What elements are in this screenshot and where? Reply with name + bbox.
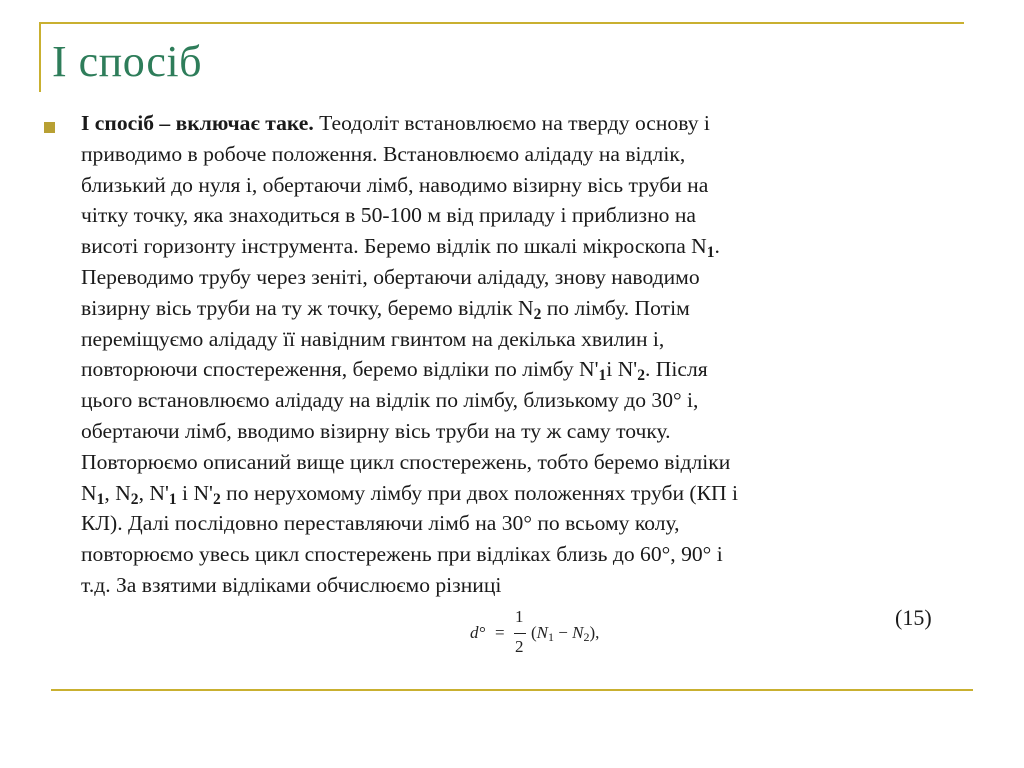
- body-line: [81, 231, 951, 262]
- subscript: 1: [598, 367, 607, 385]
- body-text-segment: обертаючи лімб, вводимо візирну вісь труби на ту ж саму точку.: [81, 418, 671, 443]
- body-text-segment: Повторюємо описаний вище цикл спостережень, тобто беремо відліки: [81, 449, 731, 474]
- subscript: 1: [706, 244, 715, 262]
- body-text-segment: приводимо в робоче положення. Встановлюємо алідаду на відлік,: [81, 141, 686, 166]
- bullet-square-icon: [44, 122, 55, 133]
- subscript: 1: [96, 490, 105, 508]
- slide-title: І спосіб: [52, 37, 202, 86]
- body-text-segment: переміщуємо алідаду її навідним гвинтом на декілька хвилин і,: [81, 326, 665, 351]
- body-line: [81, 447, 951, 478]
- body-text-segment: N: [81, 480, 97, 505]
- body-line: [81, 385, 951, 416]
- fraction-bar: [514, 633, 526, 634]
- body-line: [81, 200, 951, 231]
- body-text-segment: чітку точку, яка знаходиться в 50-100 м від приладу і приблизно на: [81, 203, 696, 228]
- top-accent-rule: [39, 22, 964, 24]
- body-text-segment: висоті горизонту інструмента. Беремо відлік по шкалі мікроскопа N: [81, 234, 707, 259]
- body-text-segment: по нерухомому лімбу при двох положеннях труби (КП і: [220, 480, 739, 505]
- body-text-segment: цього встановлюємо алідаду на відлік по лімбу, близькому до 30° і,: [81, 388, 699, 413]
- body-text-segment: Теодоліт встановлюємо на тверду основу і: [313, 111, 710, 135]
- body-line: [81, 416, 951, 447]
- left-accent-rule: [39, 22, 41, 92]
- body-paragraph: [81, 108, 951, 601]
- body-line: [81, 170, 951, 201]
- body-text-segment: і N': [606, 357, 638, 382]
- body-text-segment: КЛ). Далі послідовно переставляючи лімб на 30° по всьому колу,: [81, 511, 680, 536]
- body-text-segment: близький до нуля і, обертаючи лімб, наводимо візирну вісь труби на: [81, 172, 709, 197]
- formula-minus: −: [558, 623, 568, 642]
- body-line: [81, 570, 951, 601]
- body-line: [81, 293, 951, 324]
- body-text-segment: повторюючи спостереження, беремо відліки по лімбу N': [81, 357, 599, 382]
- body-line: [81, 508, 951, 539]
- body-line: [81, 139, 951, 170]
- formula-lhs: d°: [470, 623, 486, 642]
- body-line: [81, 324, 951, 355]
- bottom-accent-rule: [51, 689, 973, 691]
- body-line: [81, 108, 951, 139]
- subscript: 2: [533, 305, 542, 323]
- body-text-segment: .: [714, 234, 720, 259]
- body-line: [81, 262, 951, 293]
- formula-n1: N: [536, 623, 549, 642]
- body-line: [81, 354, 951, 385]
- subscript: 2: [637, 367, 645, 385]
- formula-denominator: 2: [515, 637, 524, 656]
- body-text-segment: і N': [176, 480, 213, 505]
- body-text-segment: , N: [104, 480, 131, 505]
- subscript: 2: [130, 490, 139, 508]
- formula-close-paren: ),: [589, 623, 600, 642]
- formula-equals: =: [495, 623, 505, 642]
- equation-number: (15): [895, 605, 932, 630]
- body-text-segment: візирну вісь труби на ту ж точку, беремо відлік N: [81, 295, 534, 320]
- formula-numerator: 1: [515, 607, 524, 626]
- body-text-segment: по лімбу. Потім: [541, 295, 690, 320]
- body-text-segment: т.д. За взятими відліками обчислюємо різниці: [81, 572, 502, 597]
- body-text-segment: , N': [138, 480, 169, 505]
- subscript: 1: [168, 490, 177, 508]
- formula-n2: N: [572, 623, 584, 642]
- formula-n1-sub: 1: [548, 630, 555, 644]
- body-text-segment: повторюємо увесь цикл спостережень при відліках близь до 60°, 90° і: [81, 542, 723, 567]
- body-line: [81, 539, 951, 570]
- formula-n2-sub: 2: [583, 630, 590, 644]
- subscript: 2: [212, 490, 221, 508]
- lead-phrase: І спосіб – включає таке.: [81, 111, 314, 135]
- body-line: [81, 478, 951, 509]
- body-text-segment: . Після: [644, 357, 708, 382]
- body-text-segment: Переводимо трубу через зеніті, обертаючи алідаду, знову наводимо: [81, 264, 700, 289]
- formula-open-paren: (: [531, 623, 537, 642]
